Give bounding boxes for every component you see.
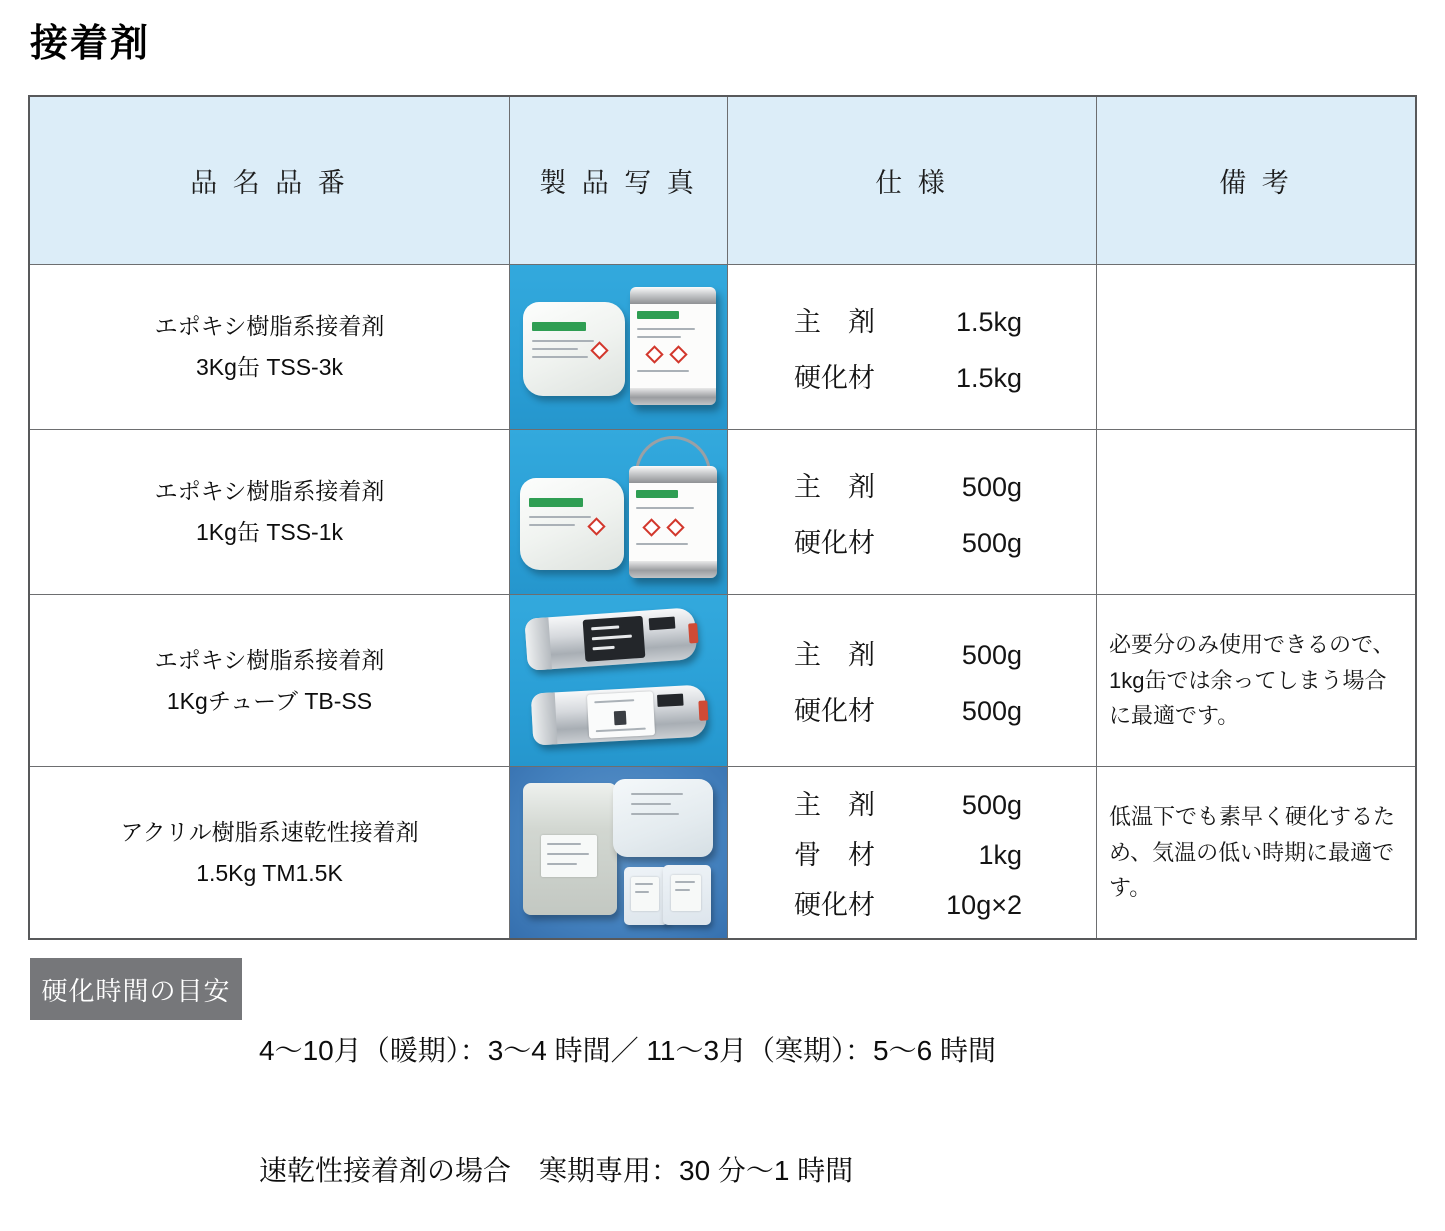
- spec-value: 1.5kg: [955, 306, 1022, 337]
- product-photo-cell: [510, 430, 728, 595]
- tube-a-label: [587, 691, 655, 738]
- warning-diamond-icon: [587, 517, 605, 535]
- column-header-name: 品 名 品 番: [30, 97, 510, 265]
- note-cell: [1097, 265, 1415, 430]
- warning-diamond-icon: [669, 345, 687, 363]
- spec-line: [794, 521, 1022, 560]
- tube-cap: [688, 623, 698, 644]
- bag-label-strip: [532, 322, 586, 331]
- powder-bag-graphic: [523, 783, 617, 915]
- cure-time-line2: 速乾性接着剤の場合 寒期専用：30 分〜1 時間: [259, 1155, 854, 1186]
- product-name-cell: [30, 595, 510, 767]
- product-code-line: 1Kg缶 TSS-1k: [196, 519, 343, 545]
- tube-b-graphic: [524, 607, 697, 671]
- packet-graphic: [624, 867, 668, 925]
- spec-label: 硬化材: [794, 696, 875, 726]
- spec-value: 500g: [961, 640, 1022, 670]
- spec-line: [794, 833, 1022, 872]
- spec-line: [794, 465, 1022, 504]
- spec-cell: [728, 767, 1097, 938]
- spec-value: 500g: [961, 527, 1022, 558]
- can-graphic: [629, 466, 717, 578]
- spec-label: 硬化材: [794, 527, 875, 558]
- product-name-cell: [30, 767, 510, 938]
- cure-time-line1: 4〜10月（暖期）：3〜4 時間／ 11〜3月（寒期）：5〜6 時間: [259, 1035, 996, 1066]
- product-code-line: 1Kgチューブ TB-SS: [166, 687, 373, 714]
- product-code-line: 3Kg缶 TSS-3k: [196, 354, 343, 380]
- spec-cell: [728, 430, 1097, 595]
- spec-line: [794, 883, 1022, 922]
- spec-cell: [728, 265, 1097, 430]
- bag-label-strip: [529, 498, 583, 507]
- product-name-line1: アクリル樹脂系速乾性接着剤: [120, 818, 419, 845]
- note-cell: [1097, 595, 1415, 767]
- spec-label: 硬化材: [794, 362, 875, 393]
- can-label-strip: [636, 490, 678, 498]
- adhesive-products-table: [28, 95, 1417, 940]
- spec-label: 骨 材: [794, 840, 875, 870]
- note-cell: [1097, 430, 1415, 595]
- product-name-cell: [30, 265, 510, 430]
- column-header-photo: 製 品 写 真: [510, 97, 728, 265]
- spec-value: 1.5kg: [955, 362, 1022, 393]
- spec-value: 10g×2: [946, 890, 1022, 920]
- spec-value: 500g: [961, 696, 1022, 726]
- tube-a-graphic: [531, 684, 707, 745]
- product-photo-bag-and-can-handle: [510, 430, 727, 594]
- product-photo-cell: [510, 595, 728, 767]
- spec-value: 500g: [961, 471, 1022, 502]
- spec-label: 主 剤: [794, 471, 875, 502]
- note-text: 低温下でも素早く硬化するため、気温の低い時期に最適です。: [1109, 804, 1396, 901]
- product-photo-cell: [510, 767, 728, 938]
- tube-cap: [698, 700, 708, 720]
- product-photo-cell: [510, 265, 728, 430]
- note-cell: [1097, 767, 1415, 938]
- product-photo-two-tubes: [510, 595, 727, 766]
- product-name-cell: [30, 430, 510, 595]
- spec-cell: [728, 595, 1097, 767]
- product-name-line1: エポキシ樹脂系接着剤: [154, 646, 385, 673]
- pouch-graphic: [613, 779, 713, 857]
- product-name-line1: エポキシ樹脂系接着剤: [154, 313, 385, 340]
- warning-diamond-icon: [590, 341, 608, 359]
- spec-value: 500g: [961, 790, 1022, 820]
- product-photo-bag-and-can: [510, 265, 727, 429]
- product-code-line: 1.5Kg TM1.5K: [196, 859, 343, 886]
- spec-line: [794, 689, 1022, 728]
- spec-line: [794, 356, 1022, 395]
- column-header-spec: 仕 様: [728, 97, 1097, 265]
- spec-label: 主 剤: [794, 306, 875, 337]
- can-graphic: [630, 287, 716, 405]
- bag-graphic: [520, 478, 624, 570]
- spec-line: [794, 633, 1022, 672]
- spec-label: 主 剤: [794, 640, 875, 670]
- warning-diamond-icon: [642, 518, 660, 536]
- spec-label: 主 剤: [794, 790, 875, 820]
- cure-time-badge: 硬化時間の目安: [30, 958, 242, 1020]
- packet-graphic: [663, 865, 711, 925]
- spec-label: 硬化材: [794, 890, 875, 920]
- column-header-note: 備 考: [1097, 97, 1415, 265]
- tube-b-label: [583, 616, 646, 662]
- product-name-line1: エポキシ樹脂系接着剤: [154, 478, 385, 505]
- spec-value: 1kg: [978, 840, 1022, 870]
- warning-diamond-icon: [666, 518, 684, 536]
- product-photo-powder-set: [510, 767, 727, 938]
- spec-line: [794, 300, 1022, 339]
- page-title: 接着剤: [30, 23, 151, 65]
- spec-line: [794, 783, 1022, 822]
- can-label-strip: [637, 311, 679, 319]
- note-text: 必要分のみ使用できるので、1kg缶では余ってしまう場合に最適です。: [1109, 632, 1395, 729]
- cure-time-text: [259, 951, 996, 1231]
- warning-diamond-icon: [645, 345, 663, 363]
- bag-graphic: [523, 302, 625, 396]
